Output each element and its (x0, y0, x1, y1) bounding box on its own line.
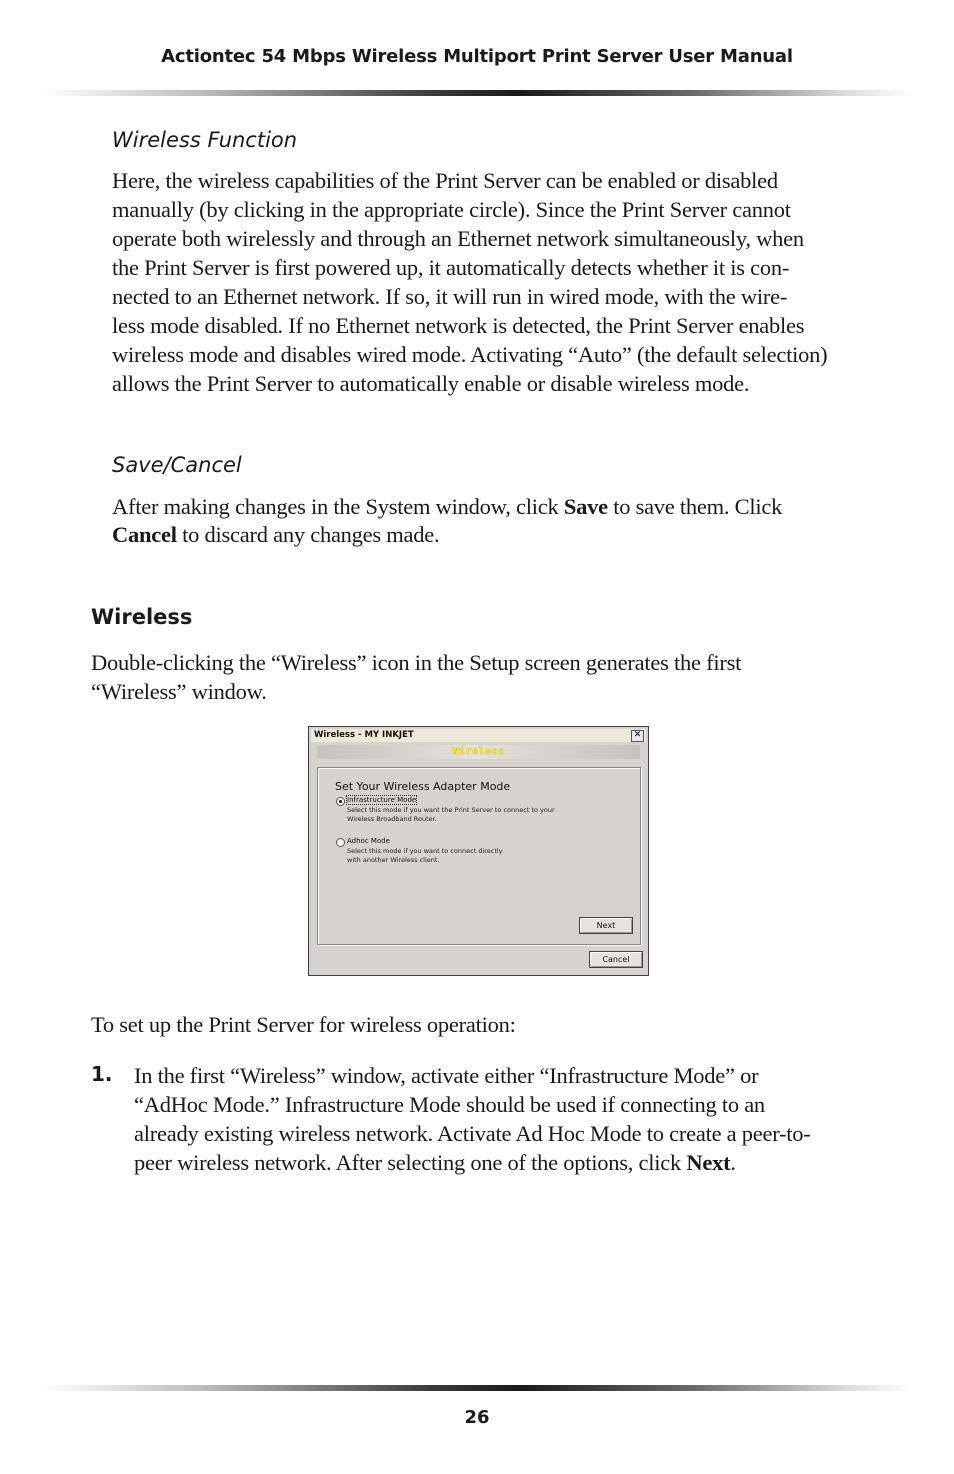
infrastructure-mode-radio[interactable] (336, 797, 345, 806)
wireless-intro-line-1: Double-clicking the “Wireless” icon in the Setup screen generates the first (91, 650, 742, 675)
step-number: 1. (91, 1062, 113, 1086)
wireless-section-heading: Wireless (91, 605, 193, 629)
infrastructure-mode-desc: Select this mode if you want the Print Server to connect to your (347, 806, 555, 814)
step-line: already existing wireless network. Activate Ad Hoc Mode to create a peer-to- (134, 1121, 811, 1146)
body-line: operate both wirelessly and through an Ethernet network simultaneously, when (112, 226, 804, 251)
cancel-keyword: Cancel (112, 522, 177, 547)
save-cancel-line-1: After making changes in the System window, click Save to save them. Click (112, 494, 783, 519)
body-line: nected to an Ethernet network. If so, it will run in wired mode, with the wire- (112, 284, 788, 309)
next-keyword: Next (686, 1150, 731, 1175)
header-rule (44, 90, 910, 96)
footer-rule (44, 1385, 910, 1391)
body-line: allows the Print Server to automatically enable or disable wireless mode. (112, 371, 750, 396)
step-line: peer wireless network. After selecting one of the options, click Next. (134, 1150, 736, 1175)
adhoc-mode-radio[interactable] (336, 838, 345, 847)
wireless-intro-line-2: “Wireless” window. (91, 679, 267, 704)
step-line: In the first “Wireless” window, activate either “Infrastructure Mode” or (134, 1063, 759, 1088)
save-cancel-heading: Save/Cancel (112, 453, 242, 477)
adhoc-mode-desc: Select this mode if you want to connect directly (347, 847, 503, 855)
adhoc-mode-desc: with another Wireless client. (347, 856, 440, 864)
body-line: Here, the wireless capabilities of the Print Server can be enabled or disabled (112, 168, 778, 193)
body-line: less mode disabled. If no Ethernet network is detected, the Print Server enables (112, 313, 805, 338)
step-line: “AdHoc Mode.” Infrastructure Mode should be used if connecting to an (134, 1092, 765, 1117)
body-line: wireless mode and disables wired mode. Activating “Auto” (the default selection) (112, 342, 828, 367)
wireless-banner: Wireless (317, 745, 640, 759)
page-number: 26 (464, 1407, 490, 1428)
panel-heading: Set Your Wireless Adapter Mode (335, 780, 511, 793)
manual-title: Actiontec 54 Mbps Wireless Multiport Print Server User Manual (161, 46, 793, 67)
cancel-button[interactable]: Cancel (589, 951, 643, 968)
wireless-dialog-screenshot (308, 726, 649, 976)
next-button[interactable]: Next (579, 917, 633, 934)
body-line: the Print Server is first powered up, it automatically detects whether it is con- (112, 255, 790, 280)
save-cancel-line-2: Cancel to discard any changes made. (112, 522, 440, 547)
save-keyword: Save (563, 494, 608, 519)
mode-panel (317, 767, 641, 945)
infrastructure-mode-desc: Wireless Broadband Router. (347, 815, 437, 823)
dialog-title: Wireless - MY INKJET (314, 730, 414, 740)
setup-intro: To set up the Print Server for wireless operation: (91, 1012, 516, 1037)
adhoc-mode-label[interactable]: Adhoc Mode (347, 837, 390, 845)
wireless-function-heading: Wireless Function (112, 128, 298, 152)
dialog-titlebar (311, 729, 646, 742)
close-icon[interactable]: ✕ (631, 730, 644, 742)
infrastructure-mode-label[interactable]: Infrastructure Mode (347, 796, 417, 804)
body-line: manually (by clicking in the appropriate circle). Since the Print Server cannot (112, 197, 791, 222)
